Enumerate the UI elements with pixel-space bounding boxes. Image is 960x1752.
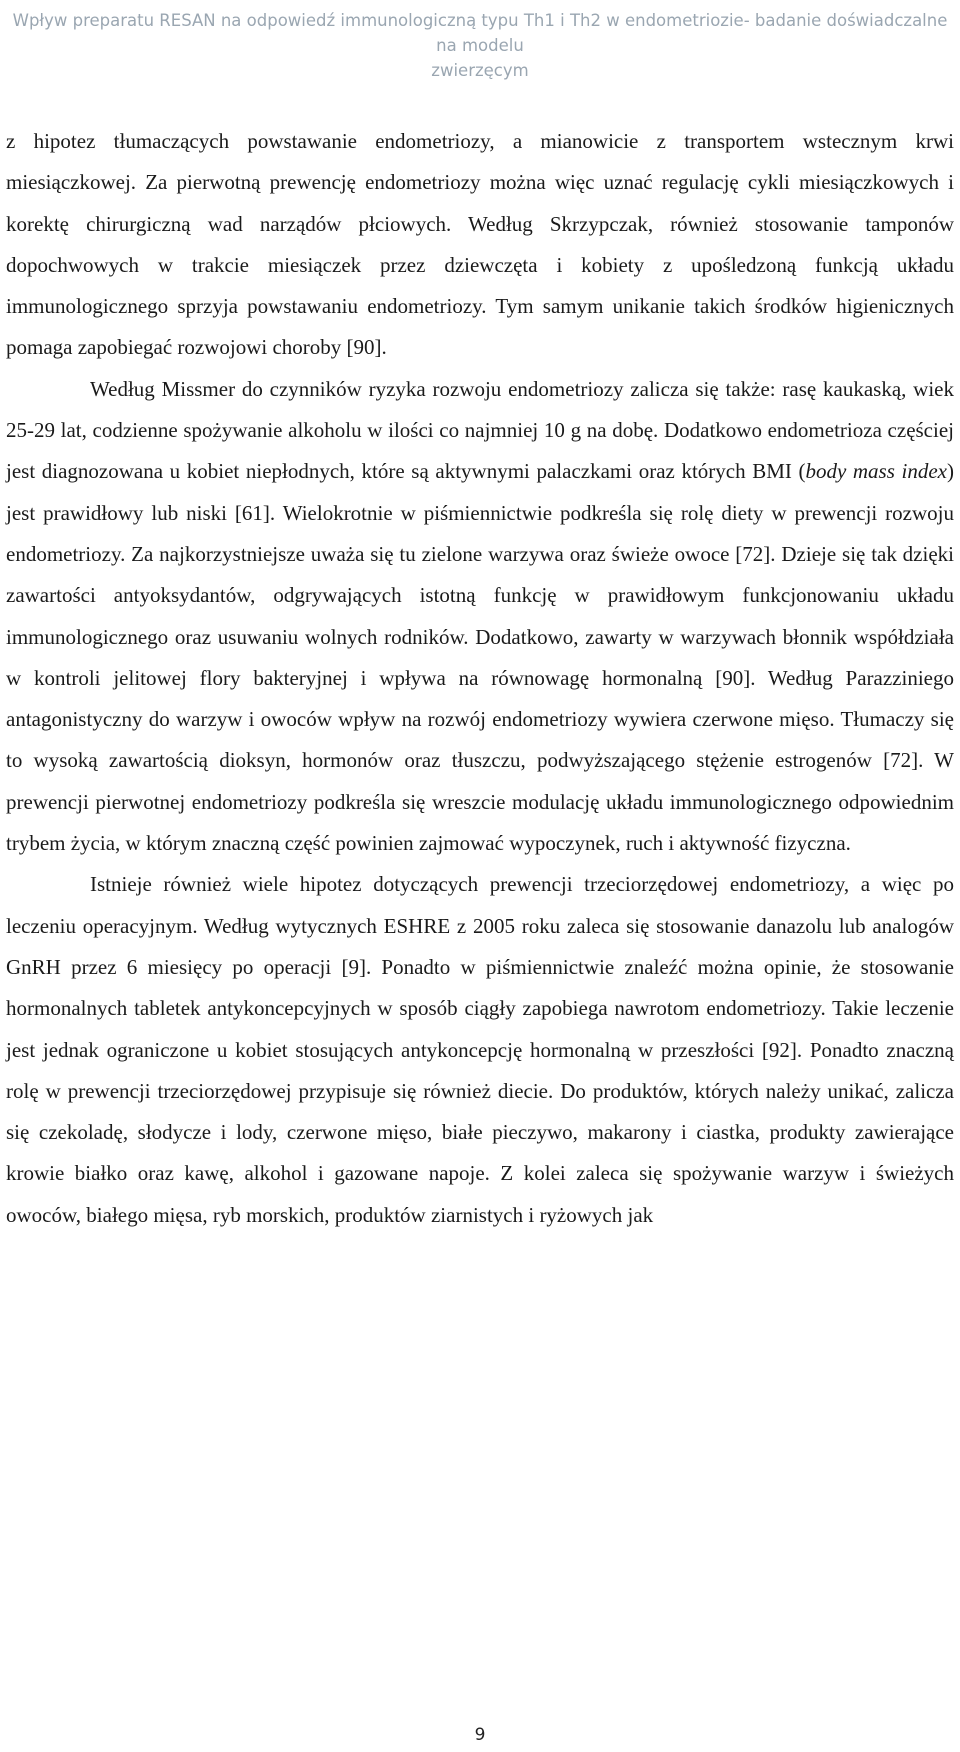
paragraph-1-text: z hipotez tłumaczących powstawanie endometriozy, a mianowicie z transportem wstecznym krwi miesiączkowej. Za pierwotną prewencję endometriozy można więc uznać regulację cykli miesiączkowych i korektę chirurgiczną wad narządów płciowych. Według Skrzypczak, również stosowanie tamponów dopochwowych w trakcie miesiączek przez dziewczęta i kobiety z upośledzoną funkcją układu immunologicznego sprzyja powstawaniu endometriozy. Tym samym unikanie takich środków higienicznych pomaga zapobiegać rozwojowi choroby [90].: [6, 129, 954, 360]
running-header-line-2: zwierzęcym: [431, 61, 529, 80]
running-header-line-1: Wpływ preparatu RESAN na odpowiedź immunologiczną typu Th1 i Th2 w endometriozie- badanie doświadczalne na modelu: [12, 11, 948, 55]
running-header: [0, 8, 960, 83]
body-text: [6, 121, 954, 1236]
paragraph-2-text-a: Według Missmer do czynników ryzyka rozwoju endometriozy zalicza się także: rasę kaukaską, wiek 25-29 lat, codzienne spożywanie alkoholu w ilości co najmniej 10 g na dobę. Dodatkowo endometrioza częściej jest diagnozowana u kobiet niepłodnych, które są aktywnymi palaczkami oraz których BMI (: [6, 376, 954, 484]
paragraph-2-italic-term: body mass index: [805, 459, 947, 484]
page-number: 9: [474, 1725, 486, 1745]
paragraph-2: [6, 369, 954, 865]
paragraph-3: [6, 864, 954, 1236]
paragraph-2-text-b: ) jest prawidłowy lub niski [61]. Wielokrotnie w piśmiennictwie podkreśla się rolę diety w prewencji rozwoju endometriozy. Za najkorzystniejsze uważa się tu zielone warzywa oraz świeże owoce [72]. Dzieje się tak dzięki zawartości antyoksydantów, odgrywających istotną funkcję w prawidłowym funkcjonowaniu układu immunologicznego oraz usuwaniu wolnych rodników. Dodatkowo, zawarty w warzywach błonnik współdziała w kontroli jelitowej flory bakteryjnej i wpływa na równowagę hormonalną [90]. Według Parazziniego antagonistyczny do warzyw i owoców wpływ na rozwój endometriozy wywiera czerwone mięso. Tłumaczy się to wysoką zawartością dioksyn, hormonów oraz tłuszczu, podwyższającego stężenie estrogenów [72]. W prewencji pierwotnej endometriozy podkreśla się wreszcie modulację układu immunologicznego odpowiednim trybem życia, w którym znaczną część powinien zajmować wypoczynek, ruch i aktywność fizyczna.: [6, 459, 954, 856]
paragraph-3-text: Istnieje również wiele hipotez dotyczących prewencji trzeciorzędowej endometriozy, a więc po leczeniu operacyjnym. Według wytycznych ESHRE z 2005 roku zaleca się stosowanie danazolu lub analogów GnRH przez 6 miesięcy po operacji [9]. Ponadto w piśmiennictwie znaleźć można opinie, że stosowanie hormonalnych tabletek antykoncepcyjnych w sposób ciągły zapobiega nawrotom endometriozy. Takie leczenie jest jednak ograniczone u kobiet stosujących antykoncepcję hormonalną w przeszłości [92]. Ponadto znaczną rolę w prewencji trzeciorzędowej przypisuje się również diecie. Do produktów, których należy unikać, zalicza się czekoladę, słodycze i lody, czerwone mięso, białe pieczywo, makarony i ciastka, produkty zawierające krowie białko oraz kawę, alkohol i gazowane napoje. Z kolei zaleca się spożywanie warzyw i świeżych owoców, białego mięsa, ryb morskich, produktów ziarnistych i ryżowych jak: [6, 872, 954, 1227]
paragraph-1: [6, 121, 954, 369]
